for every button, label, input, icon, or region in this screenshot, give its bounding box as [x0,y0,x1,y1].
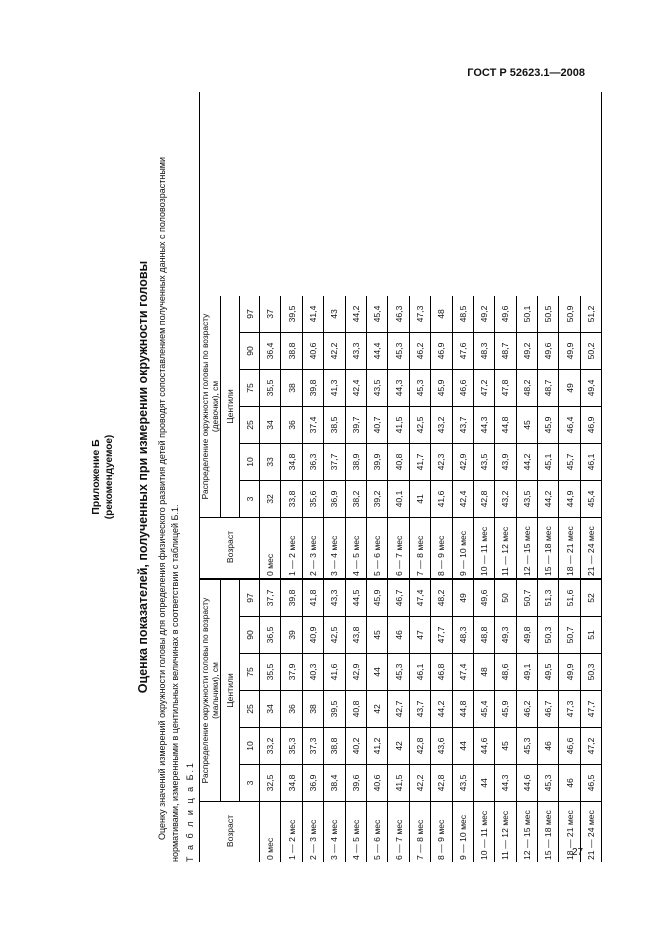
age-cell: 7 — 8 мес [409,518,430,579]
table-row [538,580,559,863]
value-cell: 41,8 [302,580,323,617]
value-cell: 44,2 [538,481,559,518]
percentile-header: 90 [240,333,260,370]
value-cell: 50,2 [580,333,601,370]
value-cell: 41,6 [324,654,345,691]
value-cell: 45 [366,617,387,654]
value-cell: 45,3 [388,654,409,691]
value-cell: 46 [388,617,409,654]
percentile-header: 25 [240,691,260,728]
value-cell: 41,7 [409,444,430,481]
value-cell: 33,2 [260,728,281,765]
age-cell: 2 — 3 мес [302,518,323,579]
age-cell: 12 — 15 мес [516,518,537,579]
value-cell: 42,8 [409,728,430,765]
table-row [431,296,452,579]
value-cell: 45,4 [366,296,387,333]
table-row [324,296,345,579]
value-cell: 43,5 [516,481,537,518]
age-cell: 9 — 10 мес [452,802,473,863]
table-row [409,580,430,863]
boys-caption: Распределение окружности головы по возрасту (мальчики), см [200,580,221,802]
boys-table [200,579,601,862]
value-cell: 43,5 [473,444,494,481]
value-cell: 43,2 [431,407,452,444]
value-cell: 45 [516,407,537,444]
value-cell: 43,5 [366,370,387,407]
value-cell: 40,8 [345,691,366,728]
value-cell: 40,8 [388,444,409,481]
value-cell: 49,9 [559,333,580,370]
table-row [452,580,473,863]
table-row [495,580,516,863]
centiles-header: Центили [221,580,240,802]
value-cell: 32 [260,481,281,518]
value-cell: 44,2 [345,296,366,333]
centiles-header: Центили [221,296,240,518]
age-cell: 8 — 9 мес [431,518,452,579]
age-cell: 9 — 10 мес [452,518,473,579]
value-cell: 46,6 [452,370,473,407]
value-cell: 43,5 [452,765,473,802]
value-cell: 47,8 [495,370,516,407]
value-cell: 46,1 [409,654,430,691]
value-cell: 37,7 [324,444,345,481]
value-cell: 38,5 [324,407,345,444]
value-cell: 42,2 [409,765,430,802]
value-cell: 42,4 [345,370,366,407]
table-row [516,296,537,579]
age-header: Возраст [200,802,260,863]
table-row [302,296,323,579]
table-row [281,296,302,579]
value-cell: 39,5 [281,296,302,333]
value-cell: 38 [302,691,323,728]
value-cell: 35,5 [260,370,281,407]
value-cell: 42 [366,691,387,728]
percentile-header: 75 [240,654,260,691]
value-cell: 46 [559,765,580,802]
value-cell: 39,6 [345,765,366,802]
table-row [559,296,580,579]
value-cell: 48,8 [473,617,494,654]
table-caption: Т а б л и ц а Б.1 [185,760,195,862]
value-cell: 47,7 [431,617,452,654]
value-cell: 40,3 [302,654,323,691]
value-cell: 44,5 [345,580,366,617]
percentile-header: 3 [240,481,260,518]
value-cell: 39,5 [324,691,345,728]
value-cell: 46,5 [580,765,601,802]
value-cell: 41,5 [388,765,409,802]
age-cell: 15 — 18 мес [538,802,559,863]
value-cell: 33,8 [281,481,302,518]
table-row [260,296,281,579]
value-cell: 51,6 [559,580,580,617]
value-cell: 45,4 [473,691,494,728]
age-cell: 21 — 24 мес [580,802,601,863]
table-row [302,580,323,863]
value-cell: 44,2 [431,691,452,728]
value-cell: 46,9 [431,333,452,370]
age-cell: 3 — 4 мес [324,518,345,579]
value-cell: 43,7 [452,407,473,444]
value-cell: 48,3 [473,333,494,370]
table-row [260,580,281,863]
value-cell: 40,6 [302,333,323,370]
value-cell: 42,9 [452,444,473,481]
value-cell: 35,3 [281,728,302,765]
age-cell: 0 мес [260,802,281,863]
value-cell: 48 [473,654,494,691]
appendix-subtitle: (рекомендуемое) [104,434,115,520]
value-cell: 46,7 [538,691,559,728]
value-cell: 47,4 [409,580,430,617]
value-cell: 49,4 [580,370,601,407]
age-cell: 10 — 11 мес [473,518,494,579]
table-row [473,296,494,579]
value-cell: 49,5 [538,654,559,691]
percentile-header: 75 [240,370,260,407]
value-cell: 44 [366,654,387,691]
value-cell: 48,7 [538,370,559,407]
value-cell: 46,7 [388,580,409,617]
table-row [431,580,452,863]
value-cell: 43,3 [324,580,345,617]
value-cell: 42,7 [388,691,409,728]
value-cell: 42,4 [452,481,473,518]
girls-table [200,296,601,579]
value-cell: 37,7 [260,580,281,617]
value-cell: 45,9 [431,370,452,407]
value-cell: 45,4 [580,481,601,518]
value-cell: 33 [260,444,281,481]
value-cell: 42,8 [473,481,494,518]
table-row [516,580,537,863]
value-cell: 36,5 [260,617,281,654]
value-cell: 47,7 [580,691,601,728]
value-cell: 47,3 [559,691,580,728]
value-cell: 39 [281,617,302,654]
age-cell: 18 — 21 мес [559,518,580,579]
value-cell: 48,5 [452,296,473,333]
age-cell: 15 — 18 мес [538,518,559,579]
head-circumference-tables [199,92,602,862]
table-row [495,296,516,579]
value-cell: 34 [260,691,281,728]
value-cell: 36,3 [302,444,323,481]
standard-number: ГОСТ Р 52623.1—2008 [467,67,585,79]
value-cell: 45,3 [516,728,537,765]
value-cell: 41 [409,481,430,518]
table-row [538,296,559,579]
value-cell: 45 [495,728,516,765]
value-cell: 44 [473,765,494,802]
value-cell: 43,7 [409,691,430,728]
value-cell: 43 [324,296,345,333]
value-cell: 52 [580,580,601,617]
value-cell: 51,2 [580,296,601,333]
value-cell: 34 [260,407,281,444]
value-cell: 46,9 [580,407,601,444]
value-cell: 47 [409,617,430,654]
value-cell: 42,8 [431,765,452,802]
value-cell: 46,6 [559,728,580,765]
value-cell: 49,6 [538,333,559,370]
value-cell: 47,2 [580,728,601,765]
value-cell: 48,3 [452,617,473,654]
value-cell: 43,8 [345,617,366,654]
value-cell: 43,3 [345,333,366,370]
value-cell: 49,3 [495,617,516,654]
value-cell: 45,3 [538,765,559,802]
value-cell: 44,6 [516,765,537,802]
percentile-header: 10 [240,444,260,481]
age-cell: 3 — 4 мес [324,802,345,863]
value-cell: 36 [281,407,302,444]
value-cell: 47,2 [473,370,494,407]
table-row [580,296,601,579]
value-cell: 47,3 [409,296,430,333]
rotated-page-content [90,92,597,862]
main-title: Оценка показателей, полученных при измерении окружности головы [136,260,150,694]
age-cell: 6 — 7 мес [388,518,409,579]
value-cell: 43,2 [495,481,516,518]
value-cell: 49,2 [516,333,537,370]
value-cell: 46,4 [559,407,580,444]
value-cell: 44 [452,728,473,765]
value-cell: 39,2 [366,481,387,518]
value-cell: 47,6 [452,333,473,370]
age-cell: 18 — 21 мес [559,802,580,863]
value-cell: 47,4 [452,654,473,691]
value-cell: 39,7 [345,407,366,444]
percentile-header: 25 [240,407,260,444]
value-cell: 50,3 [580,654,601,691]
table-row [580,580,601,863]
value-cell: 36,4 [260,333,281,370]
value-cell: 42,9 [345,654,366,691]
value-cell: 44,6 [473,728,494,765]
table-row [473,580,494,863]
age-cell: 5 — 6 мес [366,802,387,863]
value-cell: 51,3 [538,580,559,617]
percentile-header: 3 [240,765,260,802]
table-row [324,580,345,863]
value-cell: 41,2 [366,728,387,765]
value-cell: 40,9 [302,617,323,654]
table-row [345,296,366,579]
age-cell: 11 — 12 мес [495,802,516,863]
value-cell: 43,6 [431,728,452,765]
value-cell: 45,1 [538,444,559,481]
value-cell: 34,8 [281,765,302,802]
value-cell: 46,8 [431,654,452,691]
value-cell: 44,9 [559,481,580,518]
value-cell: 44,3 [388,370,409,407]
value-cell: 50 [495,580,516,617]
value-cell: 40,6 [366,765,387,802]
value-cell: 49,6 [473,580,494,617]
value-cell: 39,8 [302,370,323,407]
age-cell: 11 — 12 мес [495,518,516,579]
value-cell: 49,1 [516,654,537,691]
value-cell: 44,3 [495,765,516,802]
value-cell: 36 [281,691,302,728]
value-cell: 49,6 [495,296,516,333]
age-cell: 1 — 2 мес [281,518,302,579]
age-cell: 4 — 5 мес [345,518,366,579]
value-cell: 42,5 [324,617,345,654]
age-header: Возраст [200,518,260,579]
value-cell: 46,3 [388,296,409,333]
value-cell: 51 [580,617,601,654]
table-row [366,580,387,863]
value-cell: 46,1 [580,444,601,481]
value-cell: 37 [260,296,281,333]
value-cell: 42,3 [431,444,452,481]
value-cell: 44,8 [452,691,473,728]
appendix-title: Приложение Б [90,439,102,515]
value-cell: 43,9 [495,444,516,481]
value-cell: 37,9 [281,654,302,691]
value-cell: 42,2 [324,333,345,370]
percentile-header: 10 [240,728,260,765]
value-cell: 41,4 [302,296,323,333]
percentile-header: 90 [240,617,260,654]
value-cell: 48,7 [495,333,516,370]
value-cell: 49,8 [516,617,537,654]
table-row [388,296,409,579]
table-row [345,580,366,863]
age-cell: 7 — 8 мес [409,802,430,863]
table-row [452,296,473,579]
age-cell: 21 — 24 мес [580,518,601,579]
value-cell: 36,9 [302,765,323,802]
value-cell: 44,2 [516,444,537,481]
page-number: 27 [572,847,584,858]
table-row [388,580,409,863]
value-cell: 41,3 [324,370,345,407]
percentile-header: 97 [240,296,260,333]
value-cell: 48,2 [431,580,452,617]
value-cell: 48,2 [516,370,537,407]
value-cell: 49 [452,580,473,617]
value-cell: 49,2 [473,296,494,333]
value-cell: 38,9 [345,444,366,481]
value-cell: 38 [281,370,302,407]
value-cell: 38,4 [324,765,345,802]
value-cell: 39,8 [281,580,302,617]
age-cell: 8 — 9 мес [431,802,452,863]
value-cell: 38,8 [281,333,302,370]
value-cell: 40,7 [366,407,387,444]
age-cell: 0 мес [260,518,281,579]
age-cell: 6 — 7 мес [388,802,409,863]
value-cell: 49 [559,370,580,407]
value-cell: 45,7 [559,444,580,481]
value-cell: 40,2 [345,728,366,765]
value-cell: 50,1 [516,296,537,333]
value-cell: 49,9 [559,654,580,691]
value-cell: 44,4 [366,333,387,370]
value-cell: 37,4 [302,407,323,444]
table-row [366,296,387,579]
value-cell: 50,9 [559,296,580,333]
age-cell: 2 — 3 мес [302,802,323,863]
value-cell: 46,2 [409,333,430,370]
value-cell: 46,2 [516,691,537,728]
age-cell: 5 — 6 мес [366,518,387,579]
age-cell: 1 — 2 мес [281,802,302,863]
value-cell: 35,5 [260,654,281,691]
girls-caption: Распределение окружности головы по возрасту (девочки), см [200,296,221,518]
value-cell: 48 [431,296,452,333]
value-cell: 34,8 [281,444,302,481]
value-cell: 50,7 [559,617,580,654]
intro-paragraph: Оценку значений измерений окружности головы для определения физического развития детей проводят сопоставлением полученных данных с половозрастными нормативами, измеренными в центильных величинах в соответствии с таблицей Б.1. [157,156,180,862]
value-cell: 37,3 [302,728,323,765]
value-cell: 41,6 [431,481,452,518]
value-cell: 40,1 [388,481,409,518]
value-cell: 45,9 [366,580,387,617]
value-cell: 39,9 [366,444,387,481]
value-cell: 44,8 [495,407,516,444]
value-cell: 41,5 [388,407,409,444]
table-row [281,580,302,863]
value-cell: 46 [538,728,559,765]
table-row [559,580,580,863]
age-cell: 12 — 15 мес [516,802,537,863]
value-cell: 35,6 [302,481,323,518]
value-cell: 42,5 [409,407,430,444]
value-cell: 44,3 [473,407,494,444]
value-cell: 50,5 [538,296,559,333]
age-cell: 10 — 11 мес [473,802,494,863]
value-cell: 32,5 [260,765,281,802]
value-cell: 45,9 [538,407,559,444]
age-cell: 4 — 5 мес [345,802,366,863]
value-cell: 48,6 [495,654,516,691]
value-cell: 50,3 [538,617,559,654]
value-cell: 38,2 [345,481,366,518]
value-cell: 42 [388,728,409,765]
value-cell: 50,7 [516,580,537,617]
value-cell: 36,9 [324,481,345,518]
table-row [409,296,430,579]
value-cell: 45,3 [409,370,430,407]
value-cell: 45,3 [388,333,409,370]
value-cell: 45,9 [495,691,516,728]
value-cell: 38,8 [324,728,345,765]
percentile-header: 97 [240,580,260,617]
